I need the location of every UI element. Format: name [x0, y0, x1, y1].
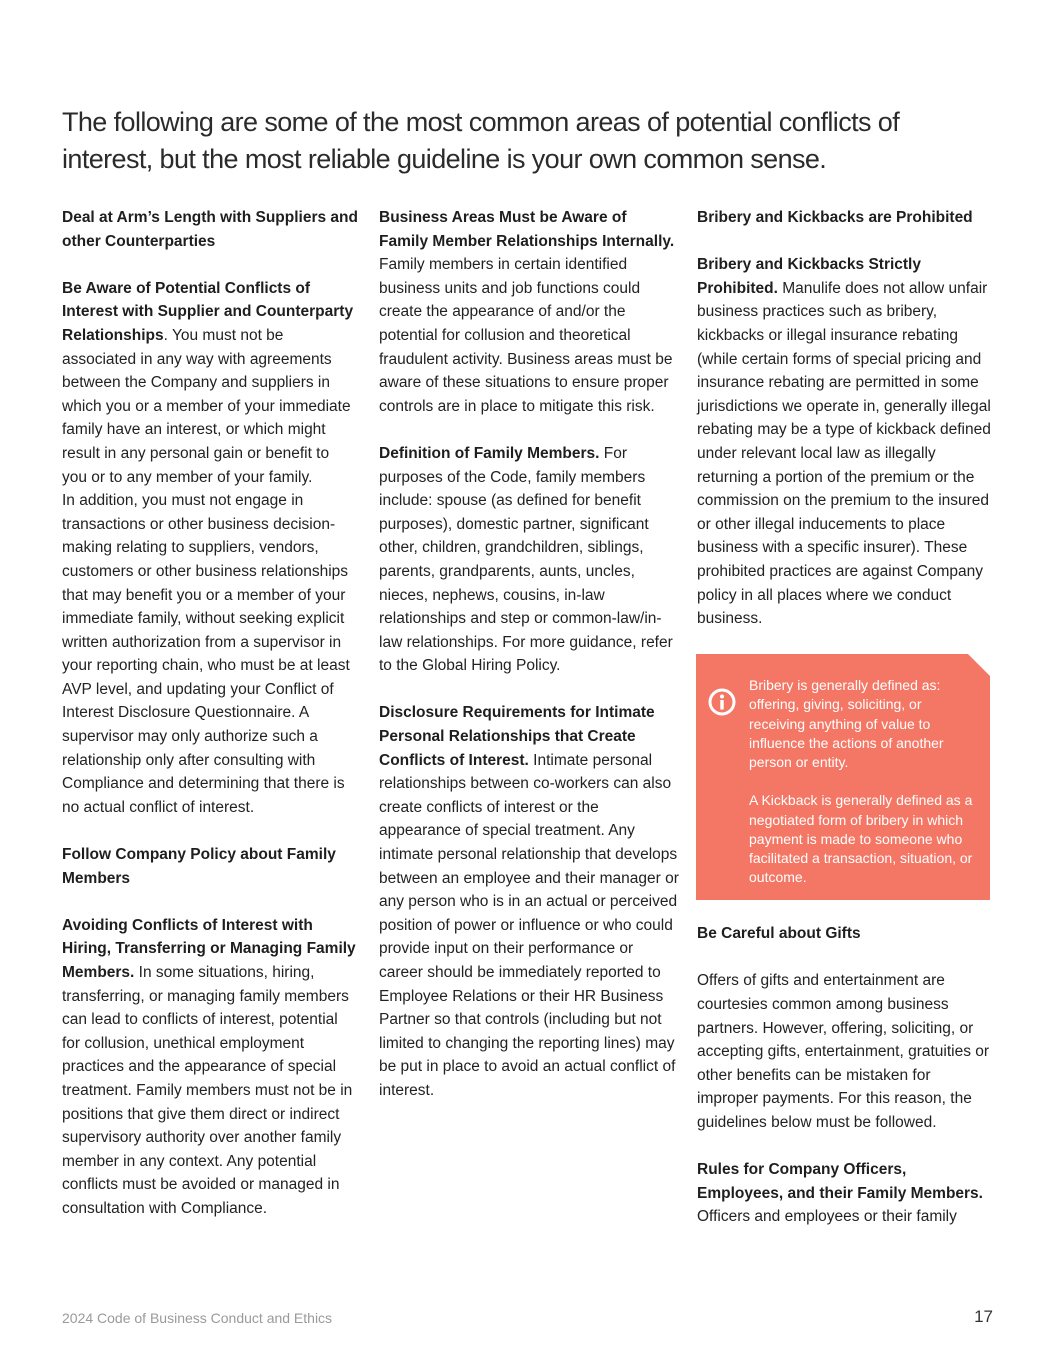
- page-intro-heading: The following are some of the most common areas of potential conflicts of interest, but the most reliable guideline is your own common sense.: [62, 107, 900, 174]
- section-heading-family-members: Follow Company Policy about Family Members: [62, 846, 336, 887]
- callout-bribery-definition: Bribery is generally defined as: offering, giving, soliciting, or receiving anything of value to influence the actions of another person or entity.: [749, 677, 944, 771]
- paragraph-text: Intimate personal relationships between co-workers can also create conflicts of interest or the appearance of special treatment. Any intimate personal relationship that develops between an employee and their manager or any person who is in an actual or perceived position of power or influence or who could provide input on their performance or career should be immediately reported to Employee Relations or their HR Business Partner so that controls (including but not limited to changing the reporting lines) may be put in place to avoid an actual conflict of interest.: [379, 751, 679, 1099]
- section-heading-bribery: Bribery and Kickbacks are Prohibited: [697, 209, 973, 226]
- callout-kickback-definition: A Kickback is generally defined as a negotiated form of bribery in which payment is made to someone who facilitated a transaction, situation, or outcome.: [749, 792, 973, 886]
- paragraph-text: Officers and employees or their family: [697, 1208, 957, 1226]
- footer-document-title: 2024 Code of Business Conduct and Ethics: [62, 1310, 333, 1326]
- paragraph-intimate-relationships: [379, 701, 679, 1102]
- paragraph-lead: Be Aware of Potential Conflicts of Interest with Supplier and Counterparty Relationships: [62, 279, 354, 344]
- paragraph-lead: Definition of Family Members.: [379, 444, 600, 462]
- section-heading-arms-length: Deal at Arm’s Length with Suppliers and other Counterparties: [62, 209, 358, 250]
- paragraph-lead: Disclosure Requirements for Intimate Personal Relationships that Create Conflicts of Interest.: [379, 704, 655, 769]
- paragraph-lead: Rules for Company Officers, Employees, and their Family Members.: [697, 1161, 983, 1202]
- paragraph-text: . You must not be associated in any way with agreements between the Company and suppliers in which you or a member of your immediate family have an interest, or which might result in any personal gain or benefit to you or to any member of your family.: [62, 326, 351, 486]
- column-left: [62, 206, 358, 1244]
- paragraph-lead: Bribery and Kickbacks Strictly Prohibited.: [697, 256, 921, 297]
- paragraph-text: Family members in certain identified business units and job functions could create the appearance of and/or the potential for collusion and theoretical fraudulent activity. Business areas must be aware of these situations to ensure proper controls are in place to mitigate this risk.: [379, 256, 673, 415]
- paragraph-text: Manulife does not allow unfair business practices such as bribery, kickbacks or illegal insurance rebating (while certain forms of special pricing and insurance rebating are permitted in some jurisdictions we operate in, generally illegal rebating may be a type of kickback defined under relevant local law as illegally returning a portion of the premium or the commission on the premium to the insured or other illegal inducements to place business with a specific insurer). These prohibited practices are against Company policy in all places where we conduct business.: [697, 279, 991, 628]
- section-heading-gifts: Be Careful about Gifts: [697, 925, 861, 943]
- paragraph-family-definition: [379, 442, 679, 678]
- column-middle: [379, 206, 679, 1126]
- column-right: [697, 206, 993, 1253]
- paragraph-business-decisions: In addition, you must not engage in transactions or other business decision-making relating to suppliers, vendors, customers or other business relationships that may benefit you or a member of your immediate family, without seeking explicit written authorization from a supervisor in your reporting chain, who must be at least AVP level, and updating your Conflict of Interest Disclosure Questionnaire. A supervisor may only authorize such a relationship only after consulting with Compliance and determining that there is no actual conflict of interest.: [62, 492, 350, 816]
- paragraph-supplier-relationships: [62, 277, 358, 489]
- paragraph-hiring-family: [62, 914, 358, 1221]
- info-icon: [708, 688, 736, 716]
- paragraph-officer-rules: [697, 1158, 993, 1229]
- paragraph-business-areas: [379, 206, 679, 418]
- bribery-definition-callout: [696, 654, 990, 900]
- paragraph-lead: Business Areas Must be Aware of Family Member Relationships Internally.: [379, 209, 675, 250]
- paragraph-text: For purposes of the Code, family members include: spouse (as defined for benefit purposes), domestic partner, significant other, children, grandchildren, siblings, parents, grandparents, aunts, uncles, nieces, nephews, cousins, in-law relationships and step or common-law/in-law relationships. For more guidance, refer to the Global Hiring Policy.: [379, 444, 673, 675]
- paragraph-text: In some situations, hiring, transferring, or managing family members can lead to conflicts of interest, potential for collusion, unethical employment practices and the appearance of special treatment. Family members must not be in positions that give them direct or indirect supervisory authority over another family member in any context. Any potential conflicts must be avoided or managed in consultation with Compliance.: [62, 964, 353, 1217]
- page-number: 17: [974, 1307, 993, 1326]
- paragraph-gifts: Offers of gifts and entertainment are courtesies common among business partners. However, offering, soliciting, or accepting gifts, entertainment, gratuities or other benefits can be mistaken for improper payments. For this reason, the guidelines below must be followed.: [697, 972, 990, 1132]
- paragraph-bribery-prohibited: [697, 253, 993, 631]
- paragraph-lead: Avoiding Conflicts of Interest with Hiring, Transferring or Managing Family Members.: [62, 916, 356, 981]
